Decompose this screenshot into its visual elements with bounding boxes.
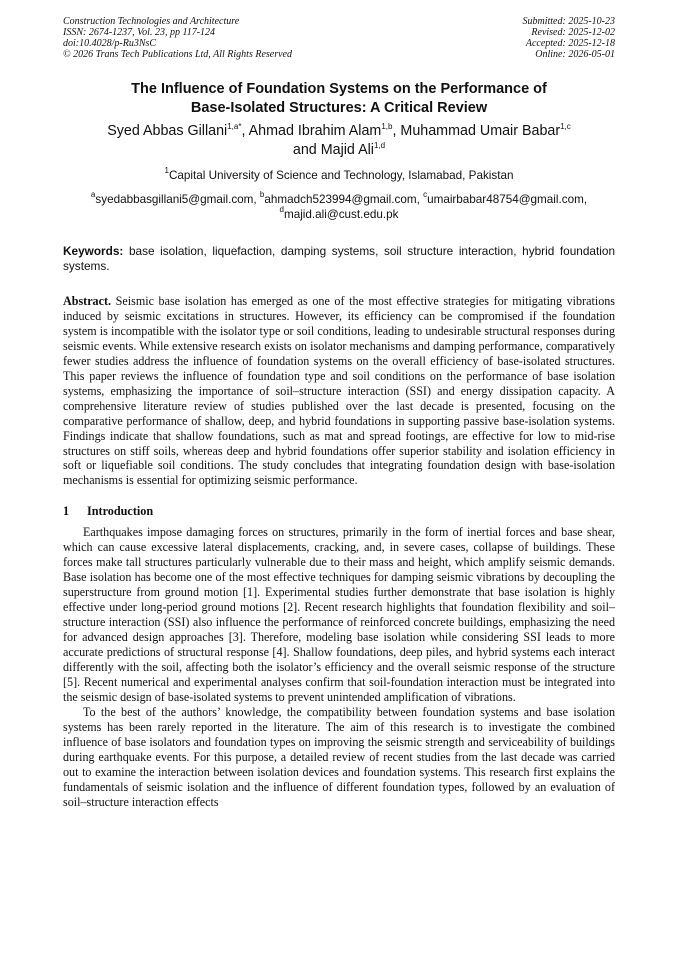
author-affiliation-mark: 1,a* (227, 122, 242, 131)
email-separator: , (253, 193, 260, 206)
journal-info (63, 16, 292, 60)
author-list (63, 122, 615, 160)
email-address[interactable]: ahmadch523994@gmail.com (264, 193, 417, 206)
email-mark: d (279, 205, 284, 214)
paper-page (63, 16, 615, 810)
section-title: Introduction (87, 504, 154, 519)
author-name: Syed Abbas Gillani (107, 123, 228, 139)
copyright: © 2026 Trans Tech Publications Ltd, All Rights Reserved (63, 49, 292, 60)
author-name: Muhammad Umair Babar (400, 123, 561, 139)
author-separator: , (241, 123, 249, 139)
email-separator: , (416, 193, 424, 206)
revised-date: Revised: 2025-12-02 (531, 27, 615, 38)
journal-header (63, 16, 615, 60)
keywords (63, 244, 615, 274)
email-mark: b (259, 190, 265, 199)
title-line: Base-Isolated Structures: A Critical Review (190, 100, 488, 116)
section-number: 1 (63, 504, 70, 519)
issn-volume: ISSN: 2674-1237, Vol. 23, pp 117-124 (63, 27, 216, 38)
email-address[interactable]: umairbabar48754@gmail.com (427, 193, 584, 206)
author-name: Majid Ali (320, 142, 374, 158)
affiliation (63, 168, 615, 183)
publication-dates (523, 16, 616, 60)
submitted-date: Submitted: 2025-10-23 (522, 16, 615, 27)
author-separator: and (292, 142, 321, 158)
keywords-text: base isolation, liquefaction, damping systems, soil structure interaction, hybrid foundation systems. (63, 244, 616, 273)
author-separator: , (392, 123, 401, 139)
email-address[interactable]: majid.ali@cust.edu.pk (283, 208, 399, 221)
email-list (63, 192, 615, 222)
doi[interactable]: doi:10.4028/p-Ru3NsC (63, 38, 157, 49)
abstract (63, 294, 615, 488)
paper-title (63, 80, 615, 118)
author-affiliation-mark: 1,d (373, 141, 386, 150)
section-heading (63, 504, 615, 519)
author-affiliation-mark: 1,c (560, 122, 571, 131)
affiliation-mark: 1 (164, 166, 169, 175)
email-mark: c (423, 190, 428, 199)
body-paragraph: To the best of the authors’ knowledge, the compatibility between foundation systems and base isolation systems has been rarely reported in the literature. The aim of this research is to investigate the combined influence of base isolators and foundation types on improving the seismic strength and serviceability of buildings during earthquake events. For this purpose, a detailed review of recent studies from the last decade was carried out to examine the interaction between isolation devices and foundation systems. This research first explains the fundamentals of seismic isolation and the influence of different foundation types, followed by an evaluation of soil–structure interaction effects (63, 704, 615, 809)
author-affiliation-mark: 1,b (381, 122, 393, 131)
body-paragraph: Earthquakes impose damaging forces on structures, primarily in the form of inertial forces and base shear, which can cause excessive lateral displacements, cracking, and, in severe cases, collapse of buildings. These forces make tall structures particularly vulnerable due to their mass and height, which amplify seismic demands. Base isolation has become one of the most effective techniques for damping seismic vibrations by decoupling the superstructure from ground motion [1]. Experimental studies further demonstrate that base isolation is highly effective under long-period ground motions [2]. Recent research highlights that foundation flexibility and soil–structure interaction (SSI) also influence the performance of reinforced concrete buildings, emphasizing the need for advanced design approaches [3]. Therefore, modeling base isolation while considering SSI leads to more accurate predictions of structural response [4]. Shallow foundations, deep piles, and hybrid systems each interact differently with the soil, affecting both the isolator’s efficiency and the overall seismic response of the structure [5]. Recent numerical and experimental analyses confirm that soil-foundation interaction must be integrated into the seismic design of base-isolated systems to prevent unintended amplification of vibrations. (63, 525, 615, 704)
email-separator: , (583, 193, 588, 206)
email-mark: a (90, 190, 96, 199)
abstract-label: Abstract. (63, 294, 112, 308)
email-address[interactable]: syedabbasgillani5@gmail.com (95, 193, 254, 206)
title-line: The Influence of Foundation Systems on the Performance of (131, 81, 547, 97)
online-date: Online: 2026-05-01 (535, 49, 615, 60)
affiliation-text: Capital University of Science and Technology, Islamabad, Pakistan (168, 169, 514, 182)
keywords-label: Keywords: (63, 244, 124, 258)
accepted-date: Accepted: 2025-12-18 (525, 38, 615, 49)
journal-name: Construction Technologies and Architecture (63, 16, 240, 27)
author-name: Ahmad Ibrahim Alam (248, 123, 382, 139)
abstract-text: Seismic base isolation has emerged as one of the most effective strategies for mitigating vibrations induced by seismic excitations in structures. However, its efficiency can be compromised if the foundation system is incompatible with the isolator type or soil conditions, leading to undesirable structural responses during seismic events. While extensive research exists on isolator mechanisms and damping performance, comparatively fewer studies address the influence of foundation systems on the overall efficiency of base-isolated structures. This paper reviews the influence of foundation type and soil conditions on the performance of base isolation systems, emphasizing the importance of soil–structure interaction (SSI) and energy dissipation capacity. A comprehensive literature review of studies published over the last decade is presented, focusing on the comparative performance of shallow, deep, and hybrid foundations in supporting passive base-isolation systems. Findings indicate that shallow foundations, such as mat and spread footings, are effective for low to mid-rise structures on stiff soils, whereas deep and hybrid foundations offer superior stability and isolation efficiency in soft or liquefiable soil conditions. The study concludes that integrating foundation design with base-isolation mechanisms is essential for optimizing seismic performance. (63, 294, 616, 488)
